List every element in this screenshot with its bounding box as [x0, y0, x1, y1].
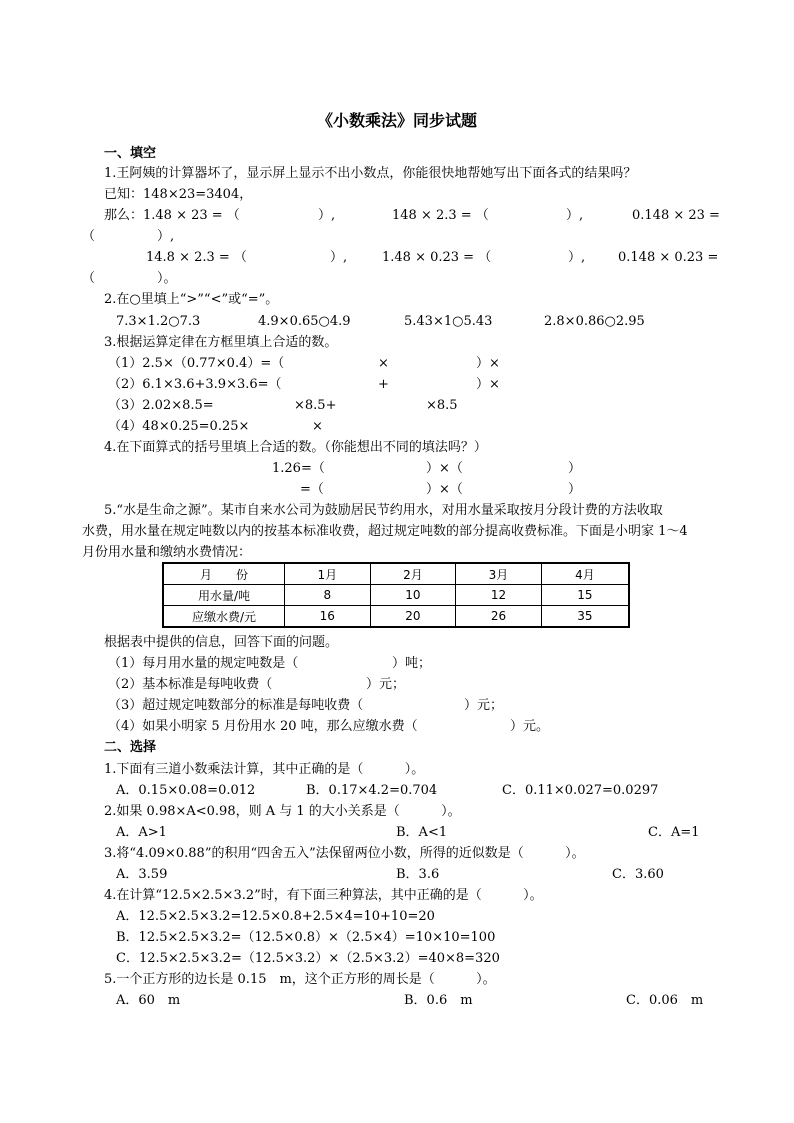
- q1-row1-b: ）,: [318, 208, 336, 223]
- q1-row1-a: 那么：1.48 × 23 = （: [104, 208, 240, 223]
- table-cell: 16: [285, 606, 371, 628]
- s2-q4-option-b: B．12.5×2.5×3.2=（12.5×0.8）×（2.5×4）=10×10=100: [116, 930, 496, 945]
- table-row-label: 用水量/吨: [163, 585, 285, 606]
- section-heading-choice: 二、选择: [104, 740, 157, 755]
- q3-item-4-b: ×: [312, 419, 323, 434]
- q1-row2-c: 1.48 × 0.23 = （: [382, 250, 492, 265]
- q4-stem: 4.在下面算式的括号里填上合适的数。（你能想出不同的填法吗？）: [104, 440, 487, 455]
- table-cell: 20: [370, 606, 456, 628]
- q2-item-4: 2.8×0.86○2.95: [544, 314, 645, 329]
- table-row: [163, 563, 629, 585]
- q3-item-3-b: ×8.5+: [294, 398, 337, 413]
- q3-stem: 3.根据运算定律在方框里填上合适的数。: [104, 335, 338, 350]
- q1-row2-d: ）,: [568, 250, 586, 265]
- q4-row2-c: ）: [568, 482, 582, 497]
- s2-q5-option-a: A．60 m: [116, 993, 181, 1008]
- table-cell: 8: [285, 585, 371, 606]
- s2-q2-option-a: A．A>1: [116, 825, 167, 840]
- s2-q4-option-c: C．12.5×2.5×3.2=（12.5×3.2）×（2.5×3.2）=40×8=320: [116, 951, 500, 966]
- water-fee-table: [162, 562, 630, 628]
- q4-row1-c: ）: [568, 461, 582, 476]
- q1-known: 已知：148×23=3404，: [104, 187, 253, 202]
- q4-row1-b: ）×（: [426, 461, 463, 476]
- q3-item-1-b: ×: [378, 356, 389, 371]
- q1-row2-cont: （ ）。: [82, 271, 177, 286]
- q1-row2-e: 0.148 × 0.23 =: [618, 250, 719, 265]
- page-title: 《小数乘法》同步试题: [316, 111, 477, 130]
- q5-sub-3-a: （3）超过规定吨数部分的标准是每吨收费（: [108, 698, 364, 713]
- q4-row1-a: 1.26=（: [272, 461, 325, 476]
- q2-stem: 2.在○里填上“>”“<”或“=”。: [104, 292, 279, 307]
- q3-item-2-a: （2）6.1×3.6+3.9×3.6=（: [108, 377, 282, 392]
- q5-sub-2-b: ）元；: [366, 677, 406, 692]
- q1-row2-b: ）,: [330, 250, 348, 265]
- s2-q2-option-b: B．A<1: [396, 825, 448, 840]
- s2-q2-stem: 2.如果 0.98×A<0.98，则 A 与 1 的大小关系是（ ）。: [104, 804, 461, 819]
- q1-stem: 1.王阿姨的计算器坏了，显示屏上显示不出小数点，你能很快地帮她写出下面各式的结果吗？: [104, 166, 637, 181]
- q3-item-4-a: （4）48×0.25=0.25×: [108, 419, 250, 434]
- table-header-cell: 月 份: [163, 563, 285, 585]
- s2-q5-option-b: B．0.6 m: [404, 993, 473, 1008]
- s2-q3-stem: 3.将“4.09×0.88”的积用“四舍五入”法保留两位小数，所得的近似数是（ ）。: [104, 846, 585, 861]
- table-header-cell: 3月: [456, 563, 542, 585]
- q4-row2-b: ）×（: [426, 482, 463, 497]
- q5-stem-3: 月份用水量和缴纳水费情况：: [82, 545, 252, 560]
- q3-item-1-a: （1）2.5×（0.77×0.4）=（: [108, 356, 285, 371]
- q1-row1-cont: （ ）,: [82, 229, 175, 244]
- table-header-cell: 1月: [285, 563, 371, 585]
- q5-intro: 根据表中提供的信息，回答下面的问题。: [104, 635, 339, 650]
- q2-item-2: 4.9×0.65○4.9: [258, 314, 351, 329]
- s2-q5-option-c: C．0.06 m: [626, 993, 704, 1008]
- table-cell: 26: [456, 606, 542, 628]
- q3-item-2-c: ）×: [476, 377, 500, 392]
- q5-stem-2: 水费，用水量在规定吨数以内的按基本标准收费，超过规定吨数的部分提高收费标准。下面是小明家 1～4: [82, 524, 688, 539]
- q3-item-1-c: ）×: [476, 356, 500, 371]
- q5-sub-1-a: （1）每月用水量的规定吨数是（: [108, 656, 299, 671]
- table-row: [163, 585, 629, 606]
- s2-q2-option-c: C．A=1: [648, 825, 700, 840]
- q5-sub-1-b: ）吨；: [392, 656, 432, 671]
- s2-q3-option-b: B．3.6: [396, 867, 440, 882]
- s2-q1-stem: 1.下面有三道小数乘法计算，其中正确的是（ ）。: [104, 762, 425, 777]
- q5-sub-2-a: （2）基本标准是每吨收费（: [108, 677, 273, 692]
- s2-q1-option-b: B．0.17×4.2=0.704: [306, 783, 438, 798]
- s2-q1-option-a: A．0.15×0.08=0.012: [116, 783, 256, 798]
- table-header-cell: 2月: [370, 563, 456, 585]
- q1-row2-a: 14.8 × 2.3 = （: [146, 250, 247, 265]
- q5-stem-1: 5.“水是生命之源”。某市自来水公司为鼓励居民节约用水，对用水量采取按月分段计费的方法收取: [104, 503, 663, 518]
- table-row: [163, 606, 629, 628]
- q1-row1-e: 0.148 × 23 =: [632, 208, 720, 223]
- s2-q4-stem: 4.在计算“12.5×2.5×3.2”时，有下面三种算法，其中正确的是（ ）。: [104, 888, 543, 903]
- q1-row1-d: ）,: [566, 208, 584, 223]
- q4-row2-a: =（: [300, 482, 324, 497]
- s2-q1-option-c: C．0.11×0.027=0.0297: [502, 783, 659, 798]
- table-cell: 15: [541, 585, 629, 606]
- table-row-label: 应缴水费/元: [163, 606, 285, 628]
- q5-sub-3-b: ）元；: [464, 698, 504, 713]
- q2-item-3: 5.43×1○5.43: [404, 314, 493, 329]
- q1-row1-c: 148 × 2.3 = （: [392, 208, 489, 223]
- q2-item-1: 7.3×1.2○7.3: [116, 314, 201, 329]
- table-cell: 35: [541, 606, 629, 628]
- table-cell: 10: [370, 585, 456, 606]
- section-heading-fill: 一、填空: [104, 146, 157, 161]
- q3-item-3-c: ×8.5: [426, 398, 458, 413]
- table-cell: 12: [456, 585, 542, 606]
- s2-q5-stem: 5.一个正方形的边长是 0.15 m，这个正方形的周长是（ ）。: [104, 972, 496, 987]
- q5-sub-4-a: （4）如果小明家 5 月份用水 20 吨，那么应缴水费（: [108, 719, 418, 734]
- q5-sub-4-b: ）元。: [510, 719, 550, 734]
- q3-item-2-b: +: [378, 377, 389, 392]
- s2-q3-option-c: C．3.60: [612, 867, 664, 882]
- table-header-cell: 4月: [541, 563, 629, 585]
- s2-q3-option-a: A．3.59: [116, 867, 168, 882]
- q3-item-3-a: （3）2.02×8.5=: [108, 398, 214, 413]
- s2-q4-option-a: A．12.5×2.5×3.2=12.5×0.8+2.5×4=10+10=20: [116, 909, 435, 924]
